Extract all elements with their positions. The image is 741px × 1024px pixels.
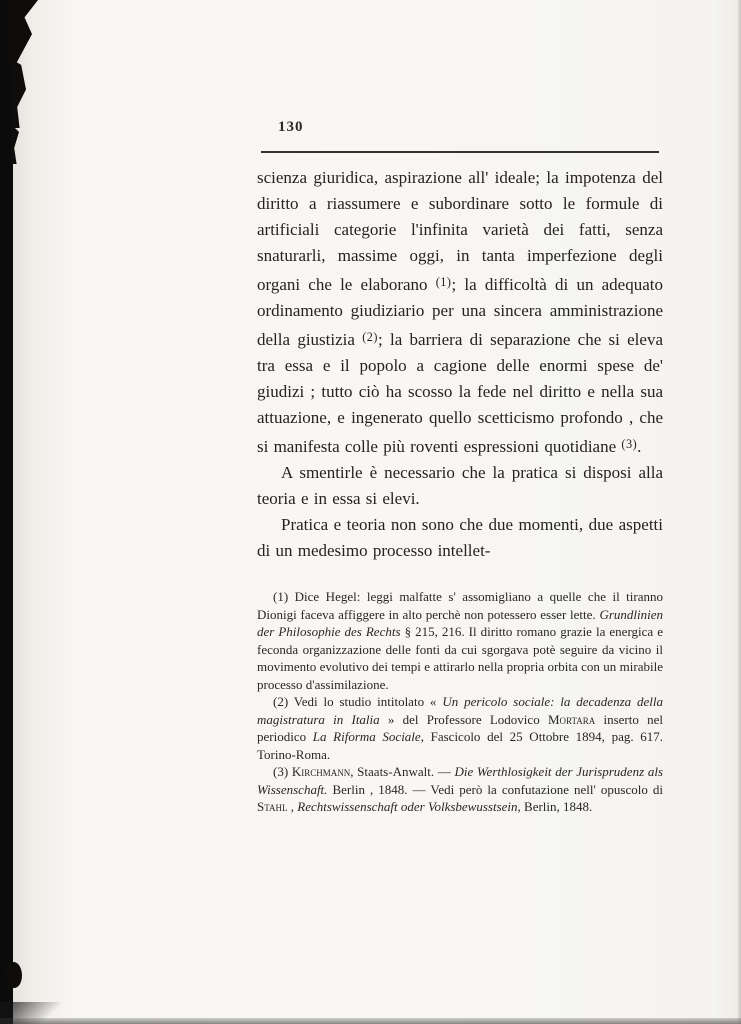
text-run: Die Werthlosigkeit der Jurisprudenz als Wissenschaft. <box>257 764 663 797</box>
page-content <box>257 165 663 816</box>
footnote-marker: (1) <box>435 275 452 289</box>
text-run: (1) Dice Hegel: leggi malfatte s' assomigliano a quelle che il tiranno Dionigi faceva affiggere in alto perchè non potessero esser lette. <box>257 589 663 622</box>
scan-artifact-mark <box>6 962 22 988</box>
scan-artifact-bottom-edge <box>0 1018 741 1024</box>
text-run: scienza giuridica, aspirazione all' ideale; la impotenza del diritto a riassumere e subordinare sotto le formule di artificiali categorie l'infinita varietà dei fatti, senza snaturarli, massime oggi, in tanta imperfezione degli organi che le elaborano <box>257 168 663 294</box>
text-run: » del Professore Lodovico <box>379 711 548 727</box>
body-paragraph <box>257 165 663 460</box>
footnote-paragraph <box>257 763 663 816</box>
footnotes <box>257 588 663 816</box>
footnote-marker: (3) <box>621 437 638 451</box>
text-run: , Staats-Anwalt. — <box>350 764 455 779</box>
text-run: Kirchmann <box>291 764 351 779</box>
scan-artifact-tear <box>11 124 19 164</box>
header-rule <box>261 151 659 153</box>
text-run: A smentirle è necessario che la pratica si disposi alla teoria e in essa si elevi. <box>257 463 663 508</box>
scan-artifact-right-edge <box>737 0 741 1024</box>
text-run: ; la difficoltà di un adequato ordinamento giudiziario per una sincera amministrazione della giustizia <box>257 275 663 349</box>
text-run: Berlin , 1848. — Vedi però la confutazione nell' opuscolo di <box>327 781 663 797</box>
text-run: , <box>287 799 298 814</box>
text-run: . <box>637 437 642 456</box>
text-run: inserto nel periodico <box>257 711 663 744</box>
text-run: ; la barriera di separazione che si eleva tra essa e il popolo a cagione delle enormi spese de' giudizi ; tutto ciò ha scosso la fede nel diritto e nella sua attuazione, e ingenerato quello scetticismo profondo , che si manifesta colle più roventi espressioni quotidiane <box>257 330 663 456</box>
text-run: Rechtswissenschaft oder Volksbewusstsein, <box>297 799 521 814</box>
text-run: § 215, 216. Il diritto romano grazie la energica e feconda organizzazione delle fonti da cui sgorgava potè seguire da vicino il movimento evolutivo dei tempi e attirarlo nella propria orbita con un mirabile processo d'assimilazione. <box>257 624 663 692</box>
body-paragraph <box>257 460 663 512</box>
text-run: Stahl <box>257 799 288 814</box>
text-run: La Riforma Sociale, <box>312 729 424 744</box>
text-run: (3) <box>273 764 292 779</box>
text-run: Mortara <box>547 711 596 727</box>
body-text <box>257 165 663 564</box>
footnote-paragraph <box>257 588 663 693</box>
page-number: 130 <box>278 119 304 135</box>
text-run: Fascicolo del 25 Ottobre 1894, pag. 617. Torino-Roma. <box>257 729 664 762</box>
scan-artifact-tear <box>8 0 38 62</box>
text-run: (2) Vedi lo studio intitolato « <box>273 694 443 709</box>
text-run: Pratica e teoria non sono che due momenti, due aspetti di un medesimo processo intellet- <box>257 515 663 560</box>
text-run: Grundlinien der Philosophie des Rechts <box>257 606 663 639</box>
footnote-marker: (2) <box>362 330 378 344</box>
text-run: Berlin, 1848. <box>520 799 593 814</box>
text-run: Un pericolo sociale: la decadenza della magistratura in Italia <box>257 694 663 727</box>
body-paragraph <box>257 512 663 564</box>
scan-artifact-tear <box>10 58 26 128</box>
footnote-paragraph <box>257 693 663 763</box>
